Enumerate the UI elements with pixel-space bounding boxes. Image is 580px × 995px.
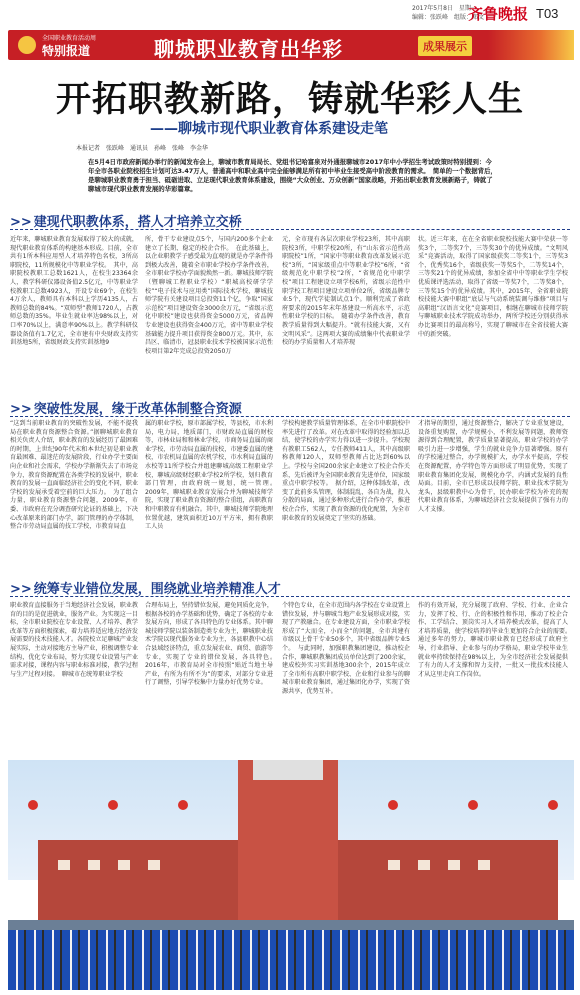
photo-window [388,860,400,870]
photo-window [118,860,130,870]
campus-photo [8,760,574,990]
article-column: “这到当前职业教育的突破性发展，不能不提我局在职业教育资源整合资源。”据聊城职业教育相关负责人介绍，职业教育的发展经历了最困难的时期，上世纪90年代末和本世纪初是职业教育最困难、最迷茫的发展阶段，行业办学主要面向企业和社会需求，学校办学渐渐失去了市场竞争力，教育资源配置在各类学校的发展中，职业教育的发展一直面临经济社会的变化不同，职业学校的发展承受着空前的巨大压力。 为了组合力量，职业教育资源整合问题，2009年，市委、市政府在充分调查研究论证的基础上，下决心改革原来的部门办学，部门管理的办学体制，整合市劳动局直属的技工学校，市教育局直 [10,420,138,531]
section-divider [10,229,570,230]
subtitle: ——聊城市现代职业教育体系建设走笔 [150,121,388,137]
photo-window [58,860,70,870]
lead-paragraph: 在5月4日市政府新闻办举行的新闻发布会上，聊城市教育局局长、党组书记哈富泉对外通报聊城市2017年中小学招生考试政策时特别提到：今年全市各职业院校招生计划可达3.47万人，普通高中和职业高中完全能够满足所有初中毕业生接受高中阶段教育的需求。 简单的一个数据背后，是聊城职业教育勇于担当、砥砺进取、立足现代职业教育体系建设，围绕“大众创业、万众创新”国家战略，开拓出职业教育发展新路子，铸就了聊城市现代职业教育发展的华彩篇章。 [88,158,497,193]
photo-tower [238,760,338,920]
special-report-banner [8,30,574,60]
reporters-line: 本报记者 张跃峰 通讯员 孙峰 张峰 李金华 [76,145,209,152]
photo-window [418,860,430,870]
article-column: 作的有效开展，充分展现了政府、学校、行业、企业合力，发挥了校、行、企的积极性和作用，推动了校企合作、工学结合、顶岗实习人才培养模式改革，提高了人才培养质量，使学校培养的毕业生更加符合企业的需要。 通过多年的努力，聊城市职业教育已经形成了政府主导、行业指导、企业参与的办学格局，职业学校毕业生就业率持续保持在98%以上，为全市经济社会发展提供了有力的人才支撑和智力支持，一批又一批技术技能人才从这里走向工作岗位。 [418,602,575,678]
article-column: 近年来，聊城职业教育发展取得了较大的成就，现代职业教育体系的构建基本形成。目前，全市共有1所本科应用型人才培养特色名校，3所高职院校，11所规模化中等职业学校。 其中，高职院校教职工总数1621人，在校生23364余人，教学科研仪器设备值2.5亿元，中等职业学校教职工总数4923人，开设专业69个，在校生4万余人，教师具有本科以上学历4135人，占教师总数的84%。“双师型”教师1720人，占教师总数的35%。毕业生就业率达98%以上，对口率70%以上，满意率90%以上。教学科研仪器设备值有1.7亿元，全市建有中央财政支持实训基地5所，省级财政支持实训基地9 [10,236,138,347]
photo-window [478,860,490,870]
banner-title: 聊城职业教育出华彩 [154,37,343,61]
article-column: 职业教育直接服务于当地经济社会发展，职业教育的目的是促进就业，服务产业。为实现这一目标，全市职业院校在专业设置、人才培养、教学改革等方面积极探索，着力培养适应地方经济发展需要的技术技能人才。各院校立足聊城产业发展实际，主动对接地方主导产业，积极调整专业结构，优化专业布局，努力实现专业设置与产业需求对接，课程内容与职业标准对接，教学过程与生产过程对接。 聊城市在统筹职业学校 [10,602,138,678]
activity-week-logo-icon [18,36,36,54]
section-heading-1 [10,211,242,230]
photo-building-right [338,840,558,920]
photo-students [8,930,574,990]
article-column: 所，骨干专业建设点5个，与国内200多个企业建立了长期、稳定的校企合作。 在此基础上，以企业职教学子感受最为直观的就是办学条件得到极大改善，随着全市职业学校办学条件改善，全市职业学校办学面貌焕然一新。聊城技师学院（暨聊城工程职业学校）“职城高校研学学校”“电子技术与应用类”国际技术学校，聊城技师学院有关建设项目总投资11个亿，争取“国家示范校”项目建设资金3000余万元，“省级示范化中职校”建设也获得资金5000万元，省品牌专业建设也获得资金400万元，省中等职业学校基础能力提升项目获得资金800万元。其中，东昌区、临清市，冠县职业技术学校被国家示范性校项目第2年完成总投资2050万 [145,236,273,355]
double-chevron-icon: >> [10,215,32,230]
photo-lantern [28,800,38,810]
banner-decoration [488,30,574,60]
article-column: 才指导的期望，通过资源整合，解决了专业重复建设，设备重复购置，办学规模小，不利发展等问题，教师资源得到合理配置，教学质量显著提高，职业学校的办学吸引力进一步增强，学生的就业竞争力显著增强。原有的学校通过整合，办学规模扩大，办学水平提高，学校在资源配置，办学特色等方面形成了明显优势，实现了职业教育集团化发展，规模化办学，内涵式发展的良性局面。目前，全市已形成以技师学院、职业技术学院为龙头，县级职教中心为骨干，民办职业学校为补充的现代职业教育体系，为聊城经济社会发展提供了强有力的人才支撑。 [418,420,568,513]
headline: 开拓职教新路，铸就华彩人生 [55,79,524,120]
banner-tag: 特别报道 [42,44,91,58]
article-column: 元，全市现有各层次职业学校23所，其中高职院校3所，中职学校20所，有“山东省示范性高职院校”1所，“国家中等职业教育改革发展示范校”3所，“国家级重点中等职业学校”6所，“省级规范化中职学校”2所，“省规范化中职学校”项目工程建设立项学校6所，省级示范性中职学校工程项目建设立项单位2所，省级品牌专业5个，现代学徒制试点1个。顺利完成了省政府要求的2015年末年基建设一所高水平，示范性职业学校的目标。 随着办学条件改善，教育教学质量得到大幅提升。“就有技能大赛，又有文明风采”。这两项大赛的成绩集中代表职业学校的办学质量和人才培养现 [282,236,410,347]
photo-lantern [178,800,188,810]
banner-org: 全国职业教育活动周 [42,35,97,42]
banner-badge: 成果展示 [418,36,472,56]
section-divider [10,416,570,417]
section-title-1: 建现代职教体系，搭人才培养立交桥 [33,215,242,230]
newspaper-brand: 齐鲁晚报 [468,5,529,23]
photo-lantern [468,800,478,810]
article-column: 个特色专业，在全市范围内各学校在专业设置上错位发展，并与聊城当地产业发展形成对接，实现了产教融合。在专业建设方面，全市职业学校形成了“大而全，小而全”的问题，全市共建有市级以上骨干专业50多个，其中省级品牌专业5个。 与此同时，加强职教集团建设，推动校企合作，聊城职教集团成员单位达到了200余家，建成校外实习实训基地300余个，2015年成立了全市所有高职中职学校、企业和行业参与的聊城市职业教育集团，通过集团化办学，实现了资源共享，优势互补。 [282,602,410,695]
section-heading-2 [10,398,242,417]
issue-date: 2017年5月8日 星期一 [412,5,477,12]
photo-window [148,860,160,870]
double-chevron-icon: >> [10,402,32,417]
article-column: 学校构建教学质量管理体系，在全市中职院校中率先进行了改革。对在改革中取得的经验加以总结，使学校的办学实力得以进一步提升。学校现有教职工562人，专任教师411人，其中高级职称教师120人，双师型教师占比达到60%以上。学校与全国200余家企业建立了校企合作关系，先后被评为全国职业教育先进单位，国家级重点中职学校等。 据介绍，这种体制改革，改变了此前多头管理，体制混乱，各自为战，投入分散的局面，通过多种形式进行合作办学，推进校企合作，实现了教育资源的优化配置，为全市职业教育的发展奠定了坚实的基础。 [282,420,410,522]
section-title-2: 突破性发展，缘于改革体制整合资源 [33,402,242,417]
section-divider [10,596,570,597]
photo-lantern [388,800,398,810]
double-chevron-icon: >> [10,582,32,597]
section-title-3: 统筹专业错位发展，围绕就业培养精准人才 [33,582,281,597]
photo-building-left [38,840,238,920]
photo-window [88,860,100,870]
photo-tower-top [253,760,323,780]
article-column: 合理布局上，坚持错位发展，避免同质化竞争，根据各校的办学基础和优势，确定了各校的专业发展方向，形成了各具特色的专业体系。其中聊城技师学院以装备制造类专业为主，聊城职业技术学院以现代服务业专业为主，各县职教中心结合县域经济特点，重点发展农业、商贸、旅游等专业，实现了专业的错位发展，各具特色。 2016年，市教育局对全市按照“贴近当地主导产业，有所为有所不为”的要求，对部分专业进行了调整，引导学校集中力量办好优势专业。 [145,602,280,687]
section-heading-3 [10,578,281,597]
article-column: 状。近三年来，在在全省职业院校技能大赛中荣获一等奖3个，二等奖7个，三等奖30个的优异成绩。“文明风采”竞赛活动，取得了国家级获奖二等奖1个，三等奖3个，优秀奖16个，省级获奖一等奖5个，二等奖14个，三等奖21个的优异成绩，参加全省中中等职业学生学校优质课评选活动，取得了省级一等奖7个，二等奖8个，三等奖15个的优异成绩。其中，2015年，全省职业院校技能大赛中职组“底层与气动系统装调与维修”项目与高职组“汉语言文化”竞赛项目，相继在聊城市技师学院与聊城职业技术学院成功举办，两所学校还分别获得承办比赛项目的最高称号，实现了聊城市在全省技能大赛中的新突破。 [418,236,568,338]
article-column: 属的职业学校，原市部属学校，等县校，市水利局，电力局，地质部门，市财政局直属的财校等，市林业局和和林业学校，市商务局直属的商业学校，市劳动局直属的技校，市建委直属的建校，市农机局直属的农机学校，市水利局直属的水校等11所学校合并组建聊城高级工程职业学校，聊城高级财经职业学校2所学校，划归教育部门管理，由政府统一规划，统一管理。 2009年，聊城职业教育发展合并为聊城技师学院，实现了职业教育资源的整合重组，高职教育和中职教育有机融合。其中，聊城技师学院地理位置优越，建筑面积近10万平方米，拥有教职工人员 [145,420,280,531]
photo-lantern [548,800,558,810]
editors-line: 编辑：张跃峰 组版：郑文 [412,14,485,21]
photo-window [448,860,460,870]
photo-lantern [108,800,118,810]
page-header [0,0,580,30]
page-number: T03 [536,6,559,21]
